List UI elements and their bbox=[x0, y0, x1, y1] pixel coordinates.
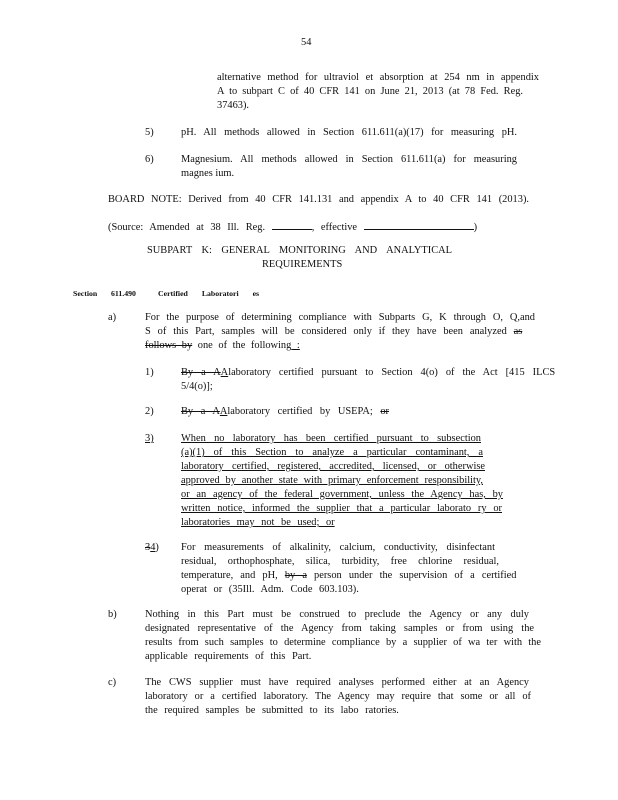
item-a1-number: 1) bbox=[145, 367, 154, 378]
subpart-heading-line-2: REQUIREMENTS bbox=[262, 259, 343, 270]
para-c-line-3: the required samples be submitted to its labo ratories. bbox=[145, 705, 399, 716]
item-6-line-1: Magnesium. All methods allowed in Section 611.611(a) for measuring bbox=[181, 154, 517, 165]
para-b-line-1: Nothing in this Part must be construed to preclude the Agency or any duly bbox=[145, 609, 529, 620]
board-note: BOARD NOTE: Derived from 40 CFR 141.131 and appendix A to 40 CFR 141 (2013). bbox=[108, 194, 529, 205]
deleted-text: follows by bbox=[145, 340, 193, 351]
item-a3-line-4: approved by another state with primary enforcement responsibility, bbox=[181, 475, 483, 486]
source-note bbox=[108, 219, 477, 236]
para-b-line-3: results from such samples to determine compliance by a supplier of wa ter with the bbox=[145, 637, 541, 648]
para-c-line-2: laboratory or a certified laboratory. The Agency may require that some or all of bbox=[145, 691, 531, 702]
para-b-line-4: applicable requirements of this Part. bbox=[145, 651, 312, 662]
inserted-text: A bbox=[219, 406, 228, 417]
source-prefix: (Source: Amended at 38 Ill. Reg. bbox=[108, 222, 266, 233]
para-a-line-2: S of this Part, samples will be considered only if they have been analyzed as bbox=[145, 326, 523, 337]
item-5-text: pH. All methods allowed in Section 611.611(a)(17) for measuring pH. bbox=[181, 127, 517, 138]
inserted-text: 4 bbox=[150, 542, 156, 553]
item-a1-line-2: 5/4(o)]; bbox=[181, 381, 213, 392]
item-a2-line: By a AAlaboratory certified by USEPA; or bbox=[181, 406, 389, 417]
item-a3-line-5: or an agency of the federal government, unless the Agency has, by bbox=[181, 489, 503, 500]
item-a4-line-2: residual, orthophosphate, silica, turbidity, free chlorine residual, bbox=[181, 556, 499, 567]
item-a4-number: 34) bbox=[145, 542, 159, 553]
source-mid: , effective bbox=[311, 222, 358, 233]
section-label: Section bbox=[73, 289, 98, 298]
alt-method-line-1: alternative method for ultraviol et absorption at 254 nm in appendix bbox=[217, 72, 539, 83]
deleted-text: as bbox=[513, 326, 523, 337]
alt-method-line-3: 37463). bbox=[217, 100, 250, 111]
para-c-line-1: The CWS supplier must have required analyses performed either at an Agency bbox=[145, 677, 529, 688]
item-a4-line-3: temperature, and pH, by a person under the supervision of a certified bbox=[181, 570, 517, 581]
item-a4-line-1: For measurements of alkalinity, calcium, conductivity, disinfectant bbox=[181, 542, 495, 553]
deleted-text: 3 bbox=[145, 542, 151, 553]
item-a2-number: 2) bbox=[145, 406, 154, 417]
para-c-number: c) bbox=[108, 677, 117, 688]
section-title: Certified Laboratori es bbox=[158, 289, 260, 298]
inserted-text: A bbox=[220, 367, 229, 378]
source-effective-blank bbox=[364, 219, 474, 230]
inserted-text: : bbox=[291, 340, 300, 351]
deleted-text: by a bbox=[284, 570, 307, 581]
source-reg-blank bbox=[272, 219, 312, 230]
page-number: 54 bbox=[301, 37, 312, 48]
item-a3-line-3: laboratory certified, registered, accredited, licensed, or otherwise bbox=[181, 461, 485, 472]
item-5-number: 5) bbox=[145, 127, 154, 138]
deleted-text: By a A bbox=[181, 406, 220, 417]
subpart-heading-line-1: SUBPART K: GENERAL MONITORING AND ANALYTICAL bbox=[147, 245, 452, 256]
deleted-text: or bbox=[380, 406, 389, 417]
item-6-line-2: magnes ium. bbox=[181, 168, 235, 179]
item-6-number: 6) bbox=[145, 154, 154, 165]
item-a3-line-2: (a)(1) of this Section to analyze a particular contaminant, a bbox=[181, 447, 483, 458]
alt-method-line-2: A to subpart C of 40 CFR 141 on June 21, 2013 (at 78 Fed. Reg. bbox=[217, 86, 523, 97]
item-a1-line-1: By a AAlaboratory certified pursuant to Section 4(o) of the Act [415 ILCS bbox=[181, 367, 556, 378]
deleted-text: By a A bbox=[181, 367, 221, 378]
section-number: 611.490 bbox=[111, 289, 136, 298]
item-a3-line-6: written notice, informed the supplier that a particular laborato ry or bbox=[181, 503, 502, 514]
item-a4-line-4: operat or (35Ill. Adm. Code 603.103). bbox=[181, 584, 359, 595]
item-a3-number: 3) bbox=[145, 433, 154, 444]
para-b-line-2: designated representative of the Agency from taking samples or from using the bbox=[145, 623, 534, 634]
para-a-line-1: For the purpose of determining compliance with Subparts G, K through O, Q,and bbox=[145, 312, 535, 323]
para-a-number: a) bbox=[108, 312, 117, 323]
para-a-line-3: follows by one of the following : bbox=[145, 340, 300, 351]
source-suffix: ) bbox=[473, 222, 478, 233]
item-a3-line-7: laboratories may not be used; or bbox=[181, 517, 335, 528]
item-a3-line-1: When no laboratory has been certified pursuant to subsection bbox=[181, 433, 481, 444]
para-b-number: b) bbox=[108, 609, 117, 620]
